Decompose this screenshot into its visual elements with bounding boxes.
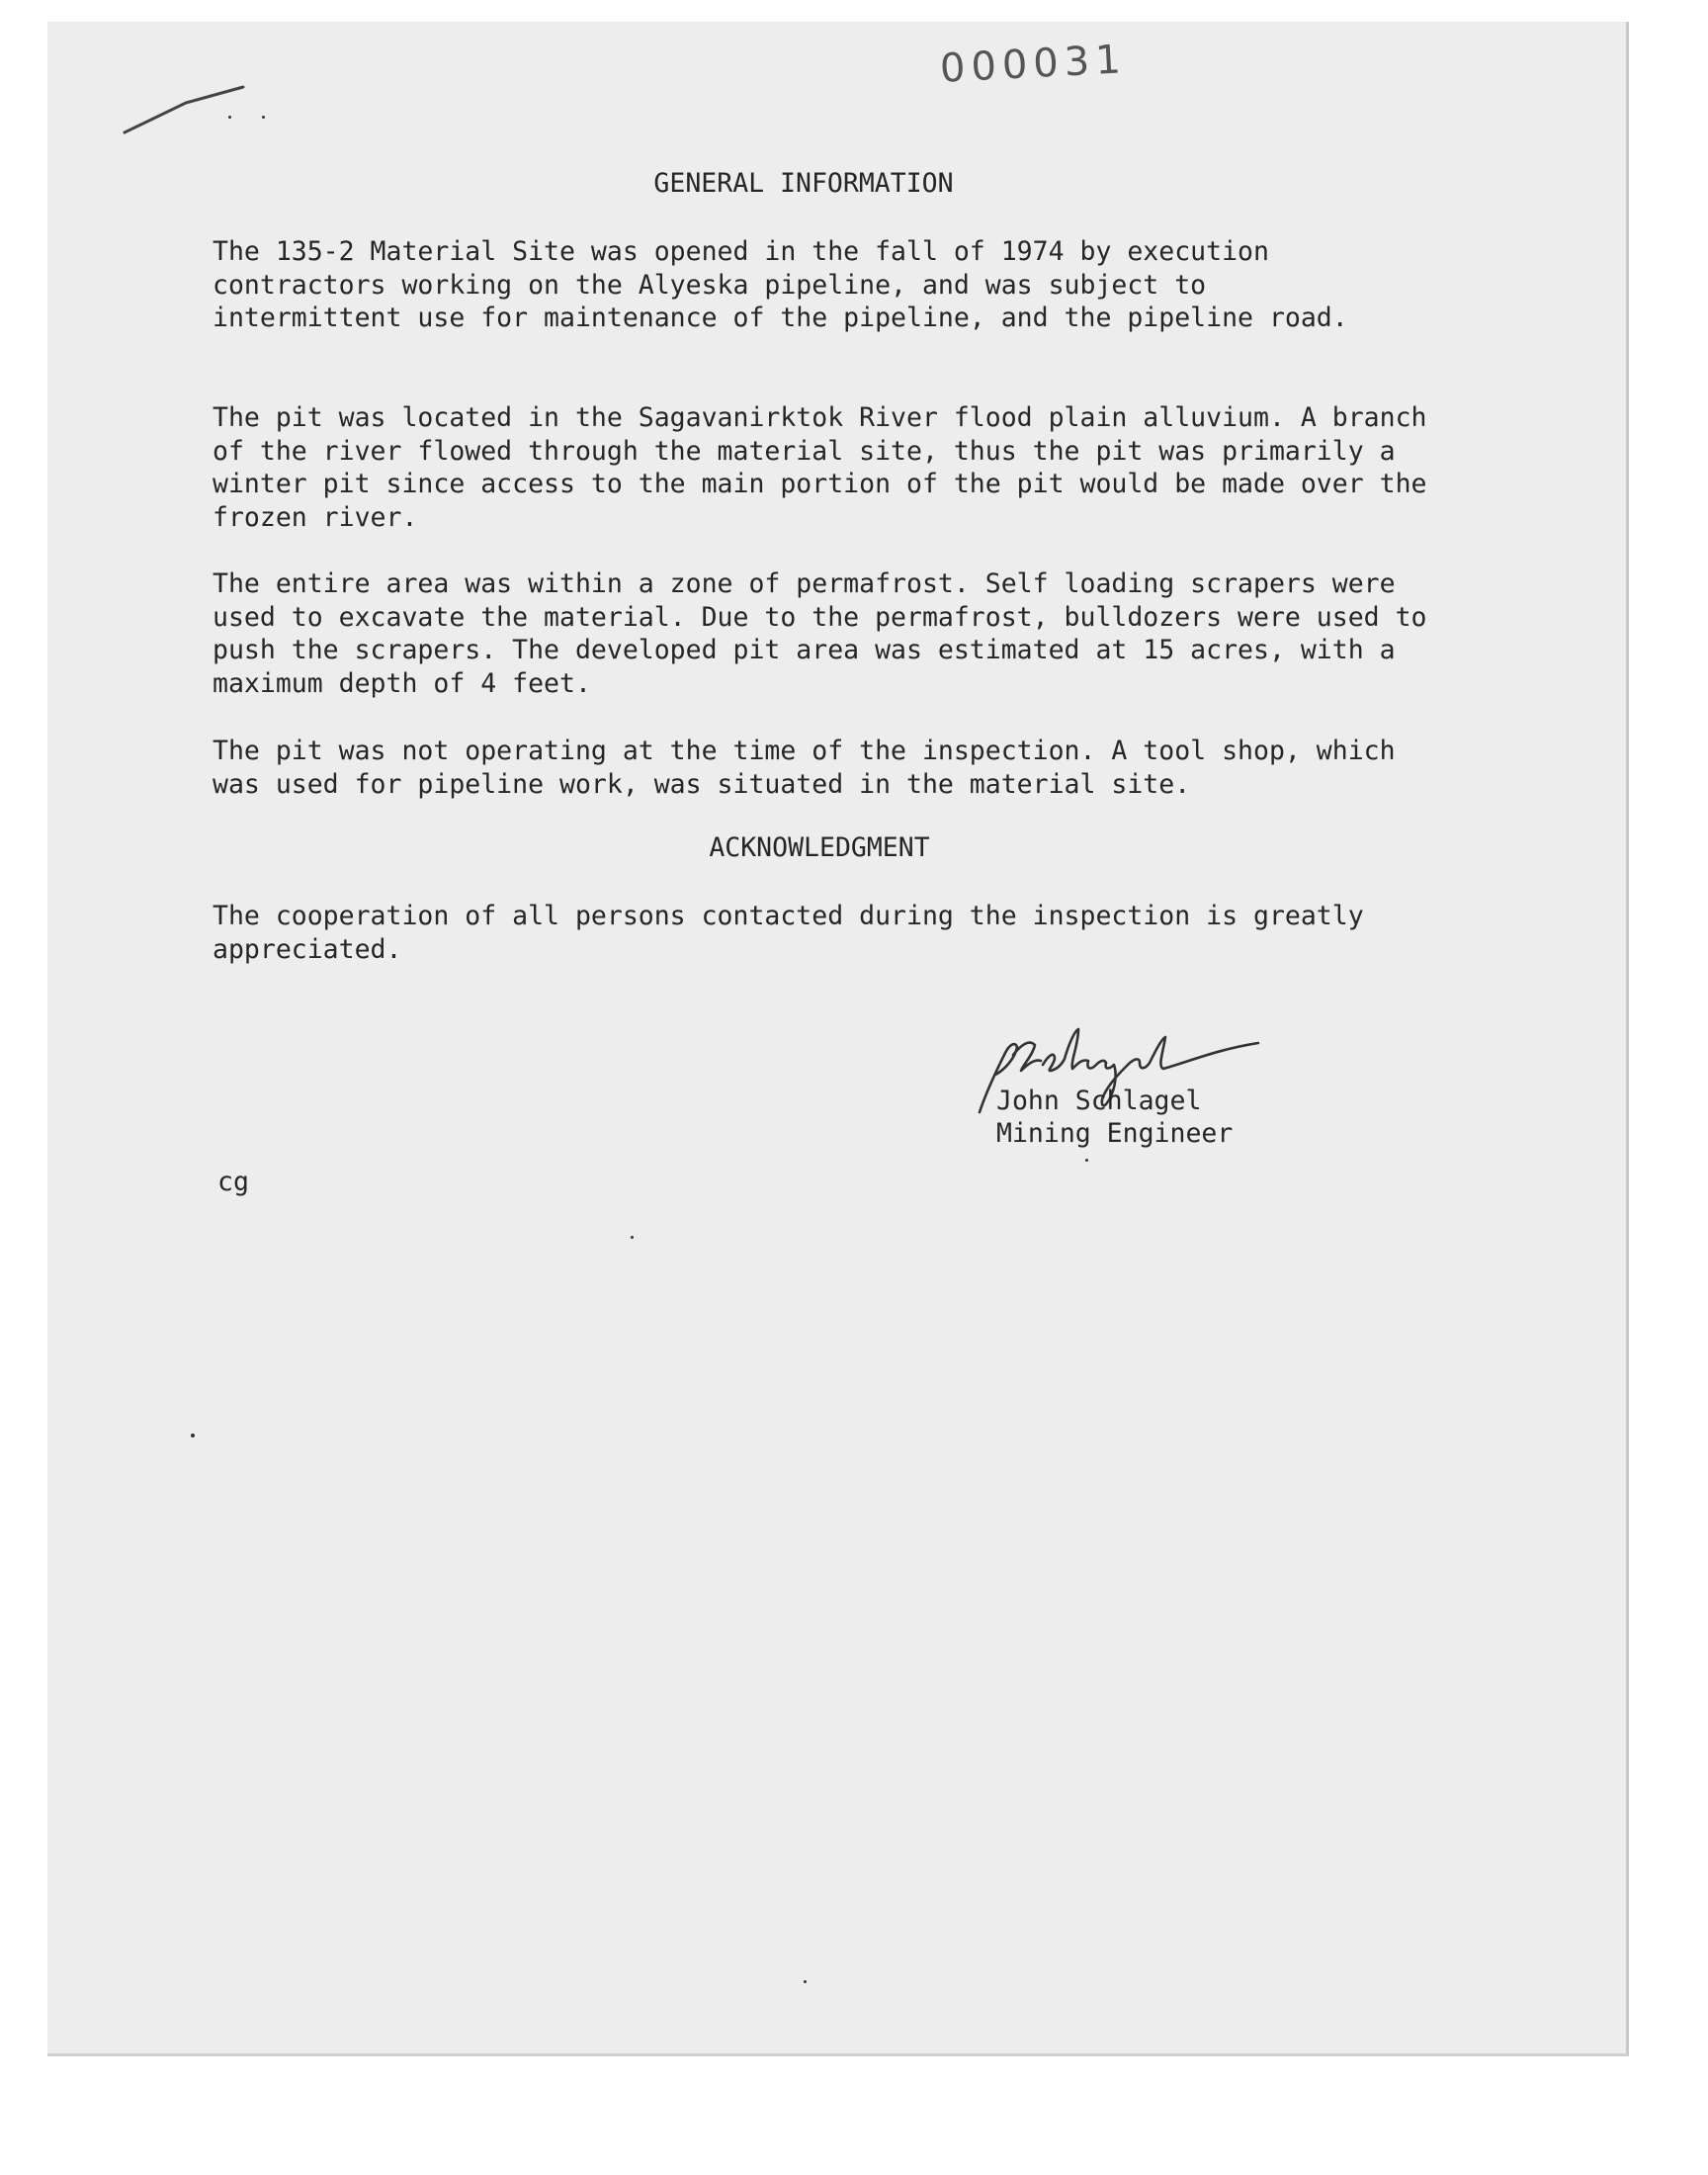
speck: [191, 1434, 195, 1437]
paragraph-pit-location: The pit was located in the Sagavanirktok River flood plain alluvium. A branch of the river flowed through the material site, thus the pit was primarily a winter pit since access to the main portion of the pit would be made over the frozen river.: [213, 402, 1427, 533]
speck: [262, 116, 265, 119]
speck: [228, 116, 231, 119]
acknowledgment-text: The cooperation of all persons contacted during the inspection is greatly appreciated.: [213, 901, 1364, 965]
typist-initials: cg: [217, 1167, 249, 1197]
paragraph-permafrost: The entire area was within a zone of permafrost. Self loading scrapers were used to excavate the material. Due to the permafrost, bulldozers were used to push the scrapers. The developed pit area was estimated at 15 acres, with a maximum depth of 4 feet.: [213, 568, 1427, 699]
speck: [1085, 1159, 1088, 1162]
document-page: [47, 22, 1629, 2056]
general-information-heading: GENERAL INFORMATION: [653, 168, 954, 199]
document-number-stamp: 000031: [938, 37, 1128, 92]
speck: [631, 1236, 634, 1239]
signature-block: [952, 1015, 1347, 1154]
signer-title: Mining Engineer: [996, 1118, 1234, 1149]
pen-stroke-mark: [117, 81, 255, 140]
speck: [804, 1980, 807, 1983]
acknowledgment-heading: ACKNOWLEDGMENT: [709, 832, 930, 863]
signer-name: John Schlagel: [996, 1086, 1202, 1116]
paragraph-site-history: The 135-2 Material Site was opened in the fall of 1974 by execution contractors working on the Alyeska pipeline, and was subject to intermittent use for maintenance of the pipeline, and the pipeline road.: [213, 236, 1348, 333]
paragraph-inspection-status: The pit was not operating at the time of the inspection. A tool shop, which was used for pipeline work, was situated in the material site.: [213, 736, 1396, 800]
